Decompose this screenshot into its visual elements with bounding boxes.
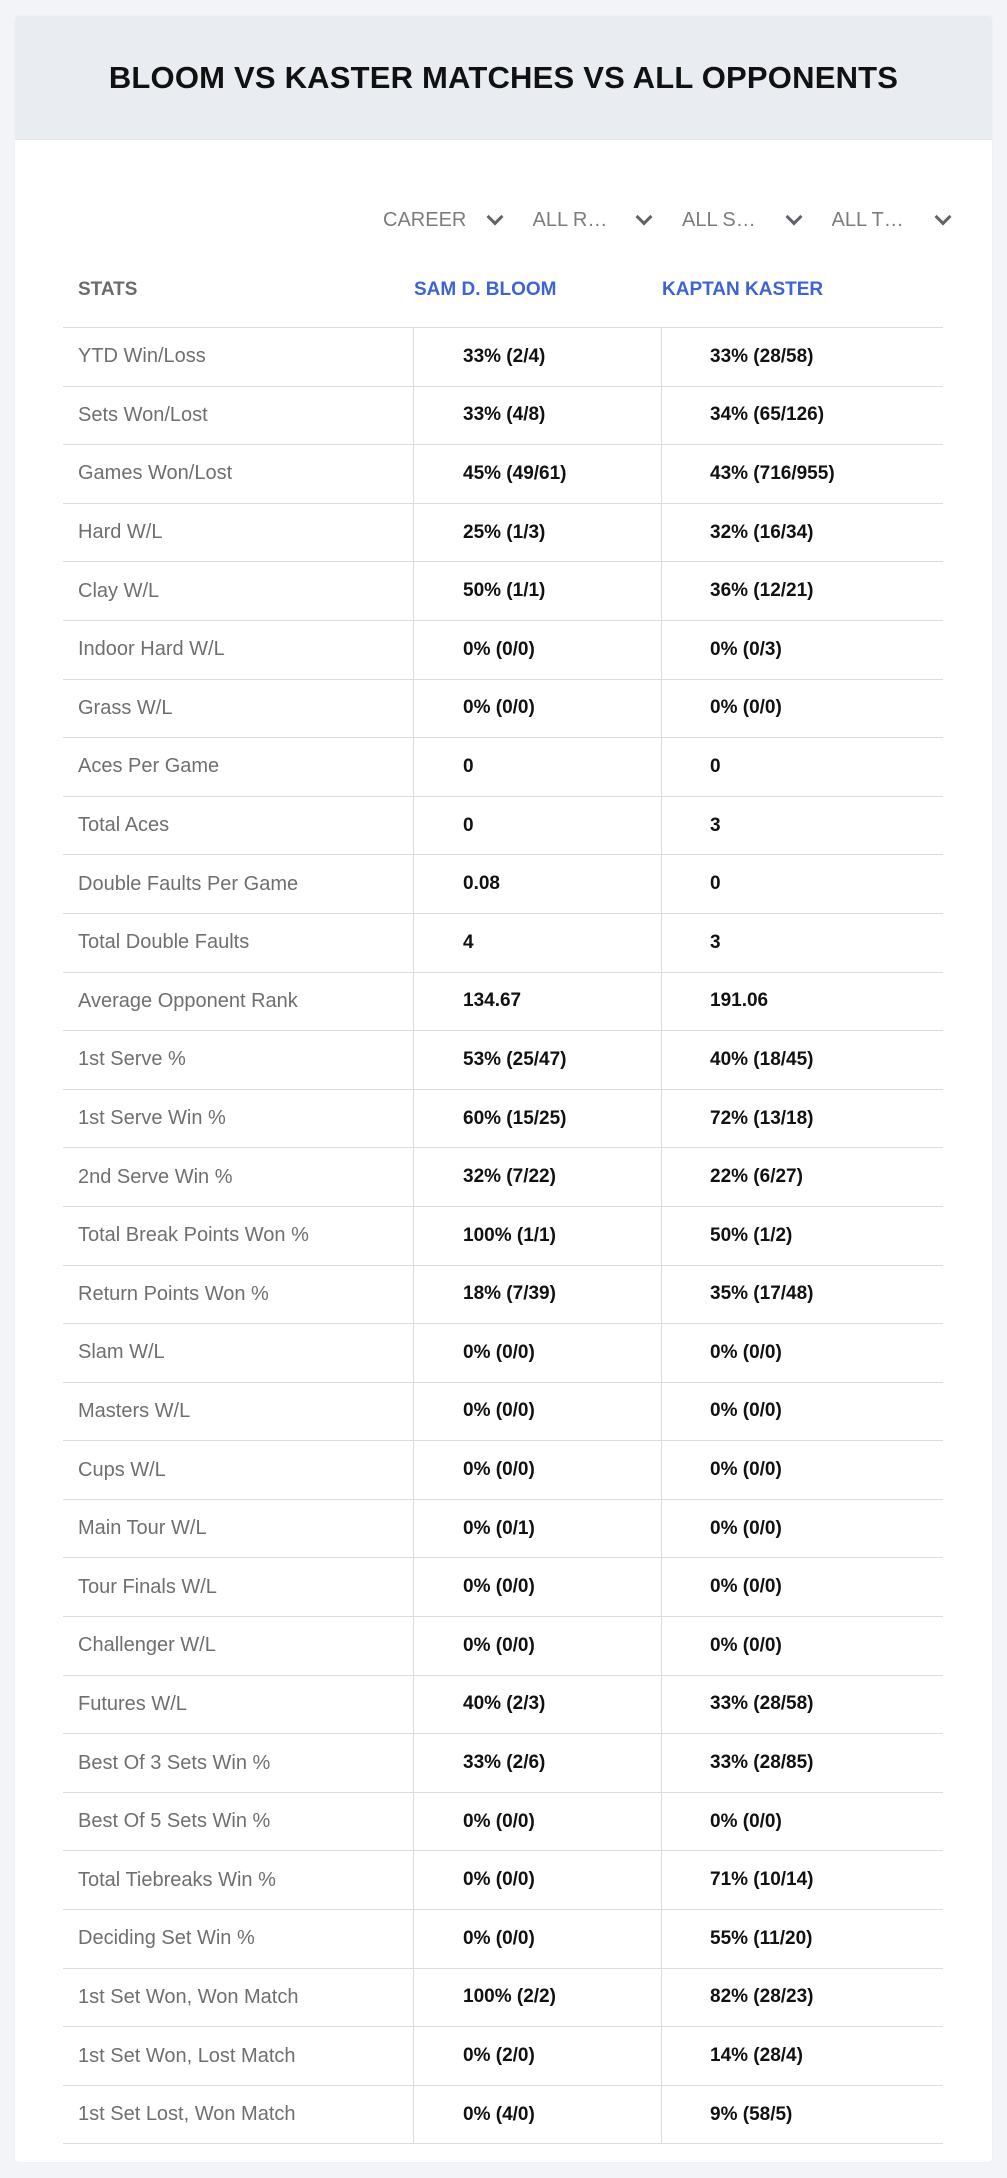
stat-label: Sets Won/Lost — [63, 387, 414, 445]
filter-label: CAREER — [383, 208, 467, 231]
stat-label: Deciding Set Win % — [63, 1910, 414, 1968]
bloom-value: 0% (0/0) — [414, 1910, 662, 1968]
stat-label: 1st Set Won, Lost Match — [63, 2027, 414, 2085]
kaster-value: 72% (13/18) — [710, 1107, 814, 1129]
table-row — [63, 1851, 943, 1910]
table-row — [63, 680, 943, 739]
stat-label: Grass W/L — [63, 680, 414, 738]
bloom-value: 50% (1/1) — [414, 562, 662, 620]
stats-table — [63, 252, 943, 2144]
table-row — [63, 1617, 943, 1676]
kaster-value: 55% (11/20) — [710, 1927, 813, 1949]
stat-label: Masters W/L — [63, 1383, 414, 1441]
bloom-value: 0 — [414, 738, 662, 796]
filter-round-select[interactable] — [515, 192, 665, 248]
stat-label: Double Faults Per Game — [63, 855, 414, 913]
table-row — [63, 1500, 943, 1559]
table-row — [63, 1324, 943, 1383]
bloom-value: 0% (0/0) — [414, 1558, 662, 1616]
table-row — [63, 855, 943, 914]
bloom-value: 100% (1/1) — [414, 1207, 662, 1265]
chevron-down-icon — [935, 209, 952, 226]
bloom-value: 0% (4/0) — [414, 2086, 662, 2144]
table-row — [63, 387, 943, 446]
bloom-value: 33% (4/8) — [414, 387, 662, 445]
kaster-value: 0% (0/0) — [710, 1517, 782, 1539]
stat-label: 1st Set Won, Won Match — [63, 1969, 414, 2027]
filter-period-select[interactable] — [365, 192, 515, 248]
stat-label: Aces Per Game — [63, 738, 414, 796]
kaster-value: 22% (6/27) — [710, 1166, 803, 1188]
bloom-value: 32% (7/22) — [414, 1148, 662, 1206]
bloom-value: 0.08 — [414, 855, 662, 913]
stat-label: Games Won/Lost — [63, 445, 414, 503]
kaster-value: 36% (12/21) — [710, 580, 814, 602]
kaster-value: 9% (58/5) — [710, 2103, 793, 2125]
filter-tournament-select[interactable] — [814, 192, 964, 248]
table-row — [63, 1266, 943, 1325]
bloom-value: 25% (1/3) — [414, 504, 662, 562]
table-row — [63, 621, 943, 680]
table-row — [63, 738, 943, 797]
kaster-value: 33% (28/85) — [710, 1752, 814, 1774]
table-row — [63, 2086, 943, 2145]
bloom-value: 60% (15/25) — [414, 1090, 662, 1148]
stat-label: Indoor Hard W/L — [63, 621, 414, 679]
stat-label: Total Double Faults — [63, 914, 414, 972]
bloom-value: 45% (49/61) — [414, 445, 662, 503]
stat-label: YTD Win/Loss — [63, 328, 414, 386]
kaster-value: 35% (17/48) — [710, 1283, 814, 1305]
player-link-bloom[interactable]: SAM D. BLOOM — [414, 278, 557, 300]
kaster-value: 0% (0/0) — [710, 1400, 782, 1422]
kaster-value: 0% (0/0) — [710, 1810, 782, 1832]
bloom-value: 53% (25/47) — [414, 1031, 662, 1089]
kaster-value: 3 — [710, 931, 721, 953]
chevron-down-icon — [486, 209, 503, 226]
stat-label: Futures W/L — [63, 1676, 414, 1734]
bloom-value: 0% (0/0) — [414, 1441, 662, 1499]
stat-label: Main Tour W/L — [63, 1500, 414, 1558]
table-row — [63, 1090, 943, 1149]
kaster-value: 71% (10/14) — [710, 1869, 814, 1891]
stat-label: Cups W/L — [63, 1441, 414, 1499]
bloom-value: 33% (2/4) — [414, 328, 662, 386]
table-header — [63, 252, 943, 328]
stat-label: Total Break Points Won % — [63, 1207, 414, 1265]
kaster-value: 33% (28/58) — [710, 345, 814, 367]
bloom-value: 0% (0/0) — [414, 1383, 662, 1441]
bloom-value: 33% (2/6) — [414, 1734, 662, 1792]
table-row — [63, 1441, 943, 1500]
page-title: BLOOM VS KASTER MATCHES VS ALL OPPONENTS — [108, 59, 899, 95]
bloom-value: 100% (2/2) — [414, 1969, 662, 2027]
bloom-value: 0% (0/0) — [414, 680, 662, 738]
stat-label: 1st Serve Win % — [63, 1090, 414, 1148]
kaster-value: 33% (28/58) — [710, 1693, 814, 1715]
table-row — [63, 973, 943, 1032]
table-row — [63, 1910, 943, 1969]
stats-card — [15, 16, 992, 2162]
filter-label: ALL R… — [532, 208, 608, 231]
kaster-value: 3 — [710, 814, 721, 836]
kaster-value: 191.06 — [710, 990, 769, 1012]
bloom-value: 134.67 — [414, 973, 662, 1031]
table-row — [63, 562, 943, 621]
kaster-value: 14% (28/4) — [710, 2045, 803, 2067]
table-row — [63, 1734, 943, 1793]
filter-label: ALL T… — [831, 208, 904, 231]
table-row — [63, 504, 943, 563]
filter-label: ALL S… — [682, 208, 756, 231]
table-row — [63, 797, 943, 856]
page-header — [15, 16, 992, 140]
stat-label: Tour Finals W/L — [63, 1558, 414, 1616]
kaster-value: 0% (0/0) — [710, 1576, 782, 1598]
table-row — [63, 1676, 943, 1735]
chevron-down-icon — [785, 209, 802, 226]
filter-surface-select[interactable] — [664, 192, 814, 248]
stat-label: 2nd Serve Win % — [63, 1148, 414, 1206]
bloom-value: 0% (0/0) — [414, 621, 662, 679]
stat-label: Average Opponent Rank — [63, 973, 414, 1031]
stat-label: Total Tiebreaks Win % — [63, 1851, 414, 1909]
table-row — [63, 914, 943, 973]
table-row — [63, 1969, 943, 2028]
kaster-value: 40% (18/45) — [710, 1048, 814, 1070]
kaster-value: 0% (0/0) — [710, 697, 782, 719]
kaster-value: 0% (0/0) — [710, 1634, 782, 1656]
kaster-value: 32% (16/34) — [710, 521, 814, 543]
bloom-value: 0% (0/0) — [414, 1324, 662, 1382]
filter-bar — [365, 192, 963, 248]
kaster-value: 0% (0/3) — [710, 638, 782, 660]
kaster-value: 0% (0/0) — [710, 1341, 782, 1363]
stat-label: Total Aces — [63, 797, 414, 855]
table-row — [63, 1558, 943, 1617]
stat-label: 1st Set Lost, Won Match — [63, 2086, 414, 2144]
player-link-kaster[interactable]: KAPTAN KASTER — [662, 278, 824, 300]
stat-label: Best Of 5 Sets Win % — [63, 1793, 414, 1851]
table-row — [63, 1793, 943, 1852]
table-row — [63, 1207, 943, 1266]
table-row — [63, 1031, 943, 1090]
stat-label: Return Points Won % — [63, 1266, 414, 1324]
stat-label: Hard W/L — [63, 504, 414, 562]
kaster-value: 0 — [710, 755, 721, 777]
table-row — [63, 1148, 943, 1207]
bloom-value: 40% (2/3) — [414, 1676, 662, 1734]
kaster-value: 43% (716/955) — [710, 462, 835, 484]
bloom-value: 4 — [414, 914, 662, 972]
kaster-value: 0% (0/0) — [710, 1459, 782, 1481]
column-header-stats: STATS — [78, 278, 138, 300]
bloom-value: 0% (2/0) — [414, 2027, 662, 2085]
table-row — [63, 445, 943, 504]
stat-label: 1st Serve % — [63, 1031, 414, 1089]
bloom-value: 0% (0/0) — [414, 1617, 662, 1675]
kaster-value: 0 — [710, 873, 721, 895]
bloom-value: 0% (0/0) — [414, 1851, 662, 1909]
kaster-value: 82% (28/23) — [710, 1986, 814, 2008]
bloom-value: 0% (0/1) — [414, 1500, 662, 1558]
table-row — [63, 2027, 943, 2086]
bloom-value: 0% (0/0) — [414, 1793, 662, 1851]
kaster-value: 50% (1/2) — [710, 1224, 793, 1246]
kaster-value: 34% (65/126) — [710, 404, 825, 426]
table-row — [63, 328, 943, 387]
table-body — [63, 328, 943, 2144]
stat-label: Slam W/L — [63, 1324, 414, 1382]
bloom-value: 0 — [414, 797, 662, 855]
stat-label: Best Of 3 Sets Win % — [63, 1734, 414, 1792]
bloom-value: 18% (7/39) — [414, 1266, 662, 1324]
stat-label: Clay W/L — [63, 562, 414, 620]
stat-label: Challenger W/L — [63, 1617, 414, 1675]
chevron-down-icon — [636, 209, 653, 226]
table-row — [63, 1383, 943, 1442]
